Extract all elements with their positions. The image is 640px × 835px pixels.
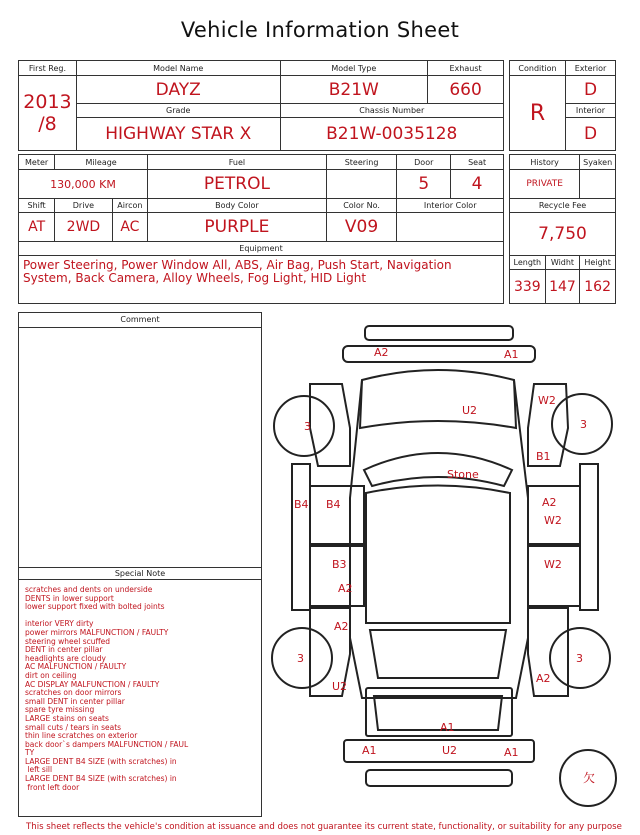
exterior-label: Exterior — [566, 61, 616, 76]
mark-a1-front: A1 — [504, 348, 519, 361]
left-front-door-part — [310, 486, 364, 544]
shift-value: AT — [19, 213, 55, 242]
aircon-label: Aircon — [112, 199, 147, 213]
exterior-value: D — [566, 76, 616, 104]
width-label: Widht — [545, 256, 580, 270]
comment-label: Comment — [19, 313, 261, 328]
right-sill-part — [580, 464, 598, 610]
rear-window-part — [370, 630, 506, 678]
mark-missing: 欠 — [583, 771, 596, 785]
equipment-value: Power Steering, Power Window All, ABS, Air Bag, Push Start, Navigation System, Back Camera, Alloy Wheels, Fog Light, HID Light — [19, 256, 504, 304]
comment-panel — [18, 312, 262, 817]
roof-part — [366, 486, 510, 624]
color-no-value: V09 — [326, 213, 397, 242]
interior-color-label: Interior Color — [397, 199, 504, 213]
special-note-line: TY — [25, 748, 35, 758]
mark-u2-hood: U2 — [462, 404, 478, 417]
grade-label: Grade — [76, 104, 280, 118]
car-damage-diagram — [270, 318, 620, 818]
interior-label: Interior — [566, 104, 616, 118]
grade-value: HIGHWAY STAR X — [76, 118, 280, 151]
shift-label: Shift — [19, 199, 55, 213]
color-no-label: Color No. — [326, 199, 397, 213]
special-note-line: headlights are cloudy — [25, 653, 106, 663]
mark-a2-left-rear: A2 — [334, 620, 349, 633]
mark-w2-right-fender: W2 — [538, 394, 556, 407]
tailgate-inner-part — [374, 696, 502, 730]
door-value: 5 — [397, 170, 451, 199]
chassis-value: B21W-0035128 — [280, 118, 504, 151]
mark-a2-right-door: A2 — [542, 496, 557, 509]
first-reg-month: /8 — [38, 113, 57, 135]
left-rear-door-part — [310, 546, 364, 606]
meter-label: Meter — [19, 155, 55, 170]
special-note-line: interior VERY dirty — [25, 619, 94, 629]
mark-b1: B1 — [536, 450, 551, 463]
history-label: History — [510, 155, 580, 170]
mark-tire-lf: 3 — [304, 420, 311, 433]
syaken-label: Syaken — [580, 155, 616, 170]
mark-b3: B3 — [332, 558, 347, 571]
vehicle-detail-table — [18, 154, 504, 304]
special-note-line: left sill — [25, 765, 53, 775]
page-title: Vehicle Information Sheet — [180, 18, 460, 42]
mileage-label: Mileage — [55, 155, 148, 170]
mark-a1-tailgate: A1 — [440, 721, 455, 734]
rear-step-part — [366, 770, 512, 786]
special-note-line: spare tyre missing — [25, 705, 95, 715]
steering-label: Steering — [326, 155, 397, 170]
exhaust-value: 660 — [428, 76, 504, 104]
mark-stone: Stone — [447, 468, 479, 481]
syaken-value — [580, 170, 616, 199]
mark-a2-front: A2 — [374, 346, 389, 359]
history-value: PRIVATE — [510, 170, 580, 199]
vehicle-main-table — [18, 60, 504, 151]
special-note-line: LARGE DENT B4 SIZE (with scratches) in — [25, 756, 177, 766]
special-note-line: small cuts / tears in seats — [25, 722, 122, 732]
mark-tire-lr: 3 — [297, 652, 304, 665]
special-note-list — [25, 586, 259, 792]
left-sill-part — [292, 464, 310, 610]
special-note-line: thin line scratches on exterior — [25, 731, 138, 741]
drive-value: 2WD — [55, 213, 112, 242]
mark-w2-right-door: W2 — [544, 514, 562, 527]
model-type-label: Model Type — [280, 61, 428, 76]
door-label: Door — [397, 155, 451, 170]
special-note-line: LARGE DENT B4 SIZE (with scratches) in — [25, 774, 177, 784]
model-name-label: Model Name — [76, 61, 280, 76]
mark-a2-right-rear: A2 — [536, 672, 551, 685]
fuel-value: PETROL — [148, 170, 327, 199]
condition-label: Condition — [510, 61, 566, 76]
front-bumper-part — [365, 326, 513, 340]
height-label: Height — [580, 256, 616, 270]
mark-a2-left-door: A2 — [338, 582, 353, 595]
first-reg-year: 2013 — [23, 91, 72, 113]
seat-value: 4 — [451, 170, 504, 199]
first-reg-value — [19, 76, 77, 151]
special-note-line: back door`s dampers MALFUNCTION / FAUL — [25, 739, 189, 749]
special-note-line: lower support fixed with bolted joints — [25, 602, 165, 612]
special-note-line: small DENT in center pillar — [25, 696, 125, 706]
model-name-value: DAYZ — [76, 76, 280, 104]
special-note-line: steering wheel scuffed — [25, 636, 111, 646]
length-value: 339 — [510, 270, 546, 304]
mark-w2-right-rear-door: W2 — [544, 558, 562, 571]
model-type-value: B21W — [280, 76, 428, 104]
body-outline — [350, 380, 528, 698]
fuel-label: Fuel — [148, 155, 327, 170]
special-note-line: scratches on door mirrors — [25, 688, 122, 698]
special-note-line: scratches and dents on underside — [25, 585, 153, 594]
special-note-line: power mirrors MALFUNCTION / FAULTY — [25, 627, 169, 637]
steering-value — [326, 170, 397, 199]
special-note-line: AC MALFUNCTION / FAULTY — [25, 662, 127, 672]
special-note-line: dirt on ceiling — [25, 670, 77, 680]
length-label: Length — [510, 256, 546, 270]
mark-a1-rear-bumper-right: A1 — [504, 746, 519, 759]
mark-u2-tailgate: U2 — [442, 744, 458, 757]
mark-a1-rear-bumper-left: A1 — [362, 744, 377, 757]
mark-u2-left-rear: U2 — [332, 680, 348, 693]
special-note-line: front left door — [25, 782, 80, 792]
mark-b4-sill: B4 — [294, 498, 309, 511]
recycle-label: Recycle Fee — [510, 199, 616, 213]
mark-tire-rr: 3 — [576, 652, 583, 665]
drive-label: Drive — [55, 199, 112, 213]
height-value: 162 — [580, 270, 616, 304]
recycle-value: 7,750 — [510, 213, 616, 256]
special-note-line: DENTS in lower support — [25, 593, 114, 603]
seat-label: Seat — [451, 155, 504, 170]
interior-value: D — [566, 118, 616, 151]
equipment-label: Equipment — [19, 242, 504, 256]
first-reg-label: First Reg. — [19, 61, 77, 76]
interior-color-value — [397, 213, 504, 242]
side-info-table — [509, 154, 616, 304]
special-note-label: Special Note — [114, 569, 166, 578]
mileage-value: 130,000 KM — [19, 170, 148, 199]
exhaust-label: Exhaust — [428, 61, 504, 76]
footer-disclaimer: This sheet reflects the vehicle's condition at issuance and does not guarantee its current state, functionality, or suitability for any purpose — [26, 822, 622, 832]
hood-part — [360, 370, 516, 428]
right-rear-door-part — [528, 546, 580, 606]
condition-table — [509, 60, 616, 151]
special-note-line: LARGE stains on seats — [25, 713, 109, 723]
special-note-line: DENT in center pillar — [25, 645, 103, 655]
windshield-part — [364, 453, 512, 486]
aircon-value: AC — [112, 213, 147, 242]
mark-tire-rf: 3 — [580, 418, 587, 431]
body-color-label: Body Color — [148, 199, 327, 213]
body-color-value: PURPLE — [148, 213, 327, 242]
special-note-line: AC DISPLAY MALFUNCTION / FAULTY — [25, 679, 160, 689]
condition-value: R — [510, 76, 566, 151]
chassis-label: Chassis Number — [280, 104, 504, 118]
mark-b4-door: B4 — [326, 498, 341, 511]
width-value: 147 — [545, 270, 580, 304]
